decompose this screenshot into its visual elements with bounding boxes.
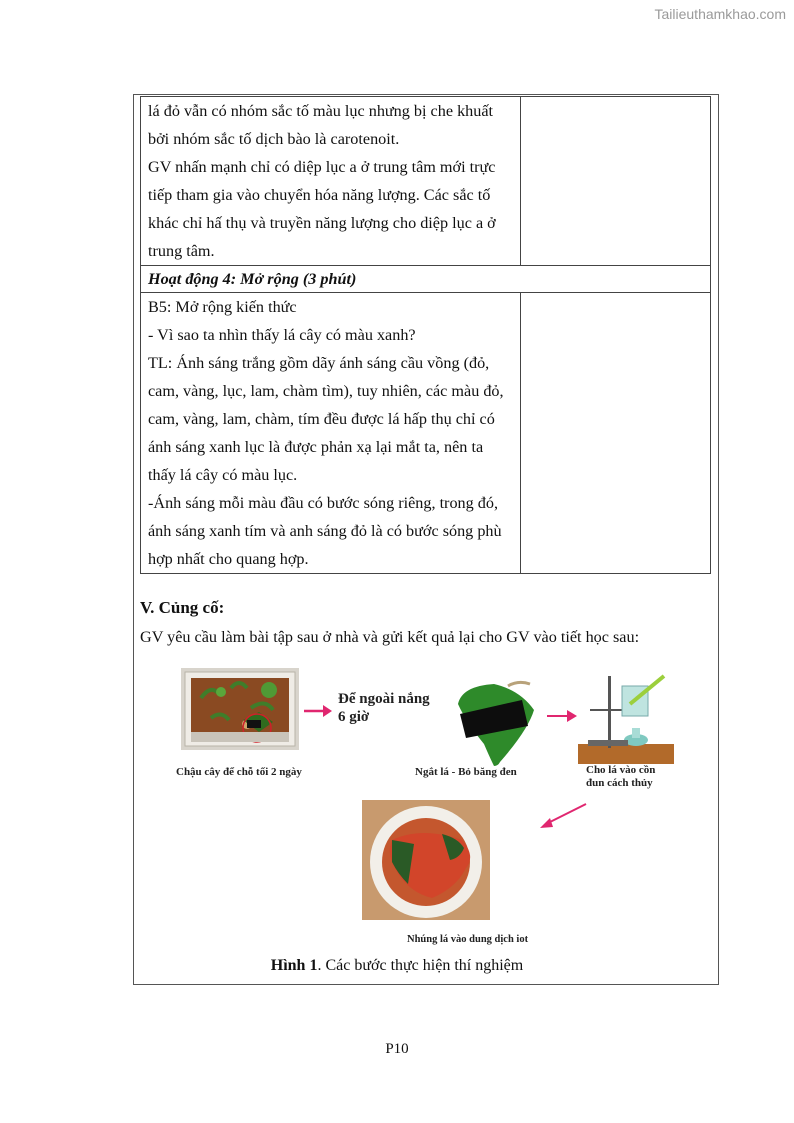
text-line: -Ánh sáng mỗi màu đầu có bước sóng riêng, trong đó,	[148, 494, 499, 512]
notes-cell	[521, 97, 711, 266]
iodine-dish-image	[362, 800, 490, 920]
section-text: GV yêu cầu làm bài tập sau ở nhà và gửi kết quả lại cho GV vào tiết học sau:	[140, 628, 640, 646]
text-line: trung tâm.	[148, 242, 215, 260]
arrow-down-left-icon	[536, 802, 588, 832]
text-line: khác chỉ hấ thụ và truyền năng lượng cho diệp lục a ở	[148, 214, 496, 232]
activity-header: Hoạt động 4: Mở rộng (3 phút)	[148, 270, 357, 288]
arrow-right-icon	[546, 709, 578, 723]
text-line: hợp nhất cho quang hợp.	[148, 550, 309, 568]
table-row	[141, 97, 711, 266]
potted-plant-image	[181, 668, 299, 750]
text-line: tiếp tham gia vào chuyển hóa năng lượng. Các sắc tố	[148, 186, 491, 204]
section-title: V. Củng cố:	[140, 598, 225, 617]
step5-caption: Nhúng lá vào dung dịch iot	[407, 934, 529, 945]
text-line: cam, vàng, lục, lam, chàm tìm), tuy nhiên, các màu đỏ,	[148, 382, 504, 400]
activity-header-cell	[141, 266, 711, 293]
leaf-black-band-image	[452, 680, 538, 768]
step2-label: Để ngoài nắng 6 giờ	[338, 691, 430, 725]
watermark: Tailieuthamkhao.com	[654, 6, 786, 22]
arrow-right-icon	[303, 704, 333, 718]
text-line: thấy lá cây có màu lục.	[148, 466, 298, 484]
text-line: bởi nhóm sắc tố dịch bào là carotenoit.	[148, 130, 400, 148]
lab-stand-image	[578, 670, 676, 766]
text-line: TL: Ánh sáng trắng gồm dãy ánh sáng cầu vồng (đỏ,	[148, 354, 490, 372]
content-cell	[141, 293, 521, 574]
step3-caption: Ngắt lá - Bỏ băng đen	[415, 766, 517, 778]
notes-cell	[521, 293, 711, 574]
text-line: ánh sáng xanh tím và anh sáng đỏ là có bước sóng phù	[148, 522, 502, 540]
step4-caption: Cho lá vào cồn đun cách thủy	[586, 764, 656, 789]
text-line: GV nhấn mạnh chỉ có diệp lục a ở trung tâm mới trực	[148, 158, 496, 176]
table-row	[141, 266, 711, 293]
figure-caption: Hình 1. Các bước thực hiện thí nghiệm	[270, 957, 524, 974]
text-line: lá đỏ vẫn có nhóm sắc tố màu lục nhưng bị che khuất	[148, 102, 494, 120]
lesson-table	[140, 96, 711, 574]
text-line: - Vì sao ta nhìn thấy lá cây có màu xanh?	[148, 326, 416, 344]
step1-caption: Chậu cây để chỗ tối 2 ngày	[176, 766, 302, 778]
text-line: ánh sáng xanh lục là được phản xạ lại mắt ta, nên ta	[148, 438, 484, 456]
text-line: B5: Mở rộng kiến thức	[148, 298, 297, 316]
text-line: cam, vàng, lam, chàm, tím đều được lá hấp thụ chỉ có	[148, 410, 495, 428]
content-cell	[141, 97, 521, 266]
table-row	[141, 293, 711, 574]
page-number: P10	[385, 1041, 409, 1057]
